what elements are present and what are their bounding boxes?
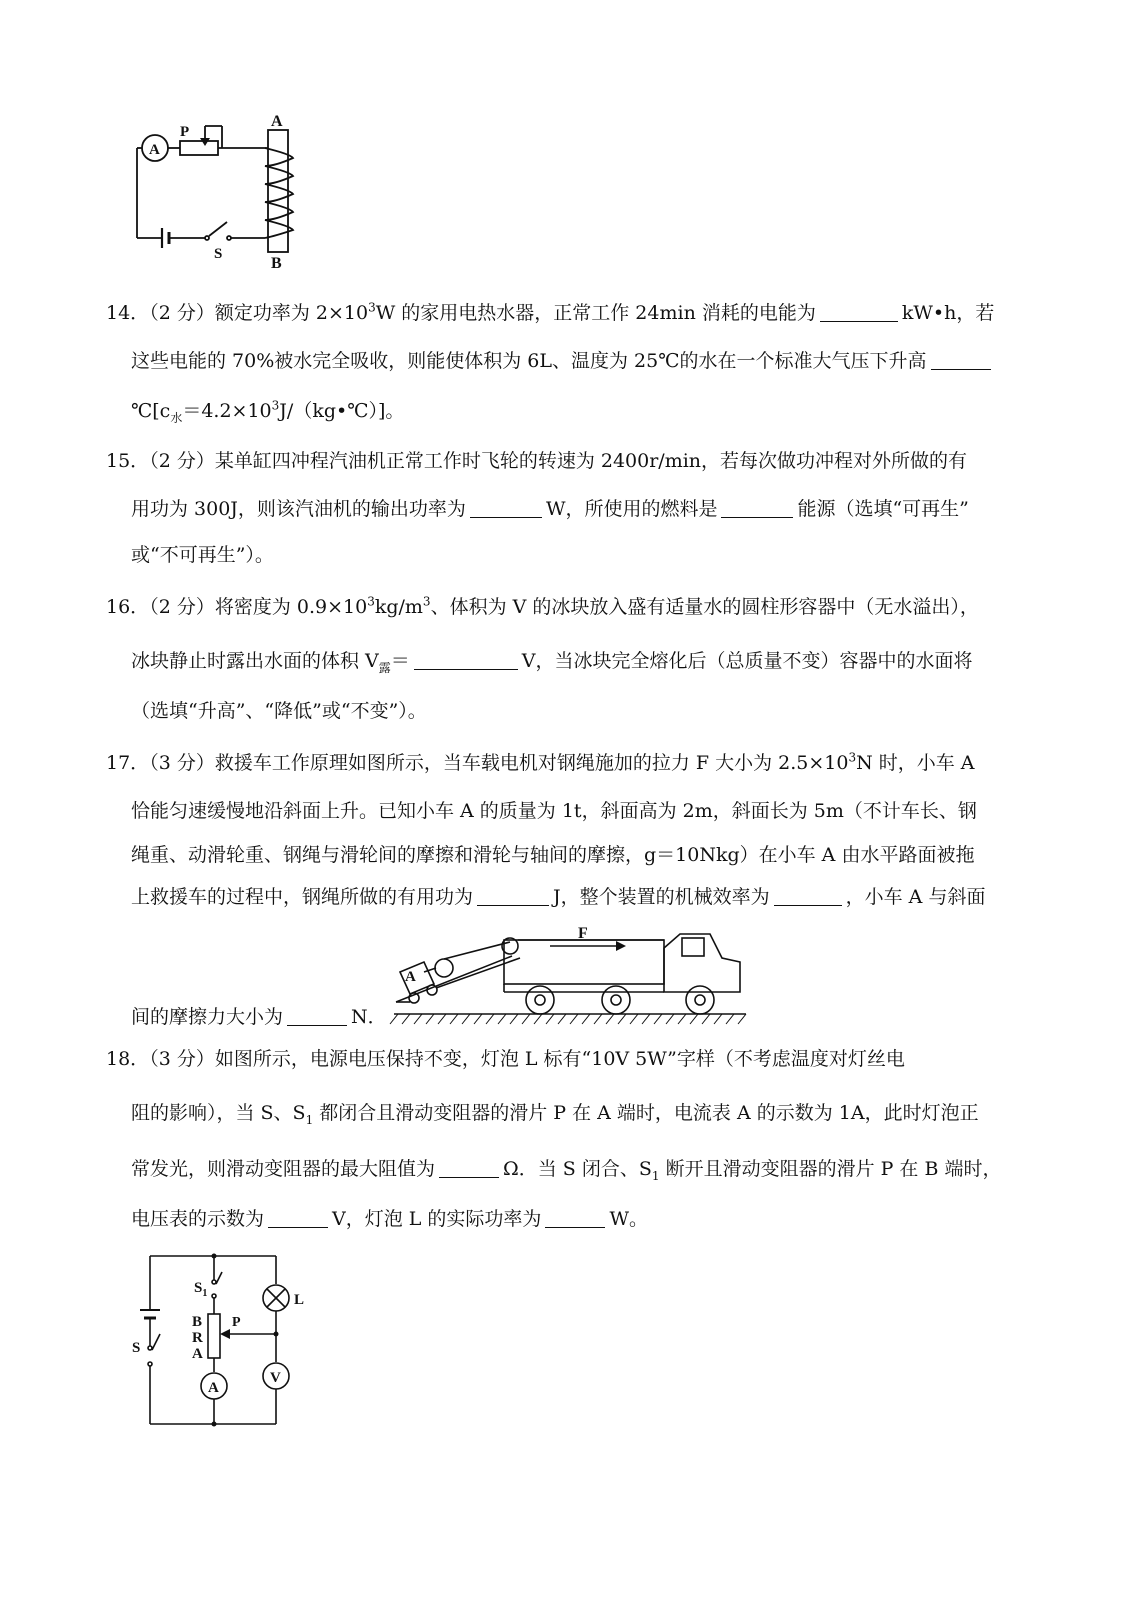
rheostat-symbol xyxy=(180,141,218,155)
q17-answer-blank-1[interactable] xyxy=(477,887,549,906)
rheostat-r xyxy=(208,1314,220,1358)
switch-s-label: S xyxy=(132,1340,141,1356)
lamp-label: L xyxy=(294,1292,305,1308)
q17-line-4: 上救援车的过程中，钢绳所做的有用功为 J，整个装置的机械效率为 ，小车 A 与斜面 xyxy=(131,886,986,908)
switch-label: S xyxy=(214,246,223,262)
q16-line-3: （选填“升高”、“降低”或“不变”）。 xyxy=(131,700,427,722)
rheostat-end-b-label: B xyxy=(192,1314,203,1330)
pulley xyxy=(435,959,453,977)
q15-answer-blank-1[interactable] xyxy=(470,499,542,518)
q18-answer-blank-2[interactable] xyxy=(268,1209,328,1228)
car-label: A xyxy=(405,969,416,985)
q16-line-2: 冰块静止时露出水面的体积 $V_露= V$，当冰块完全熔化后（总质量不变）容器中的水面将 xyxy=(131,650,973,675)
ammeter-label-2: A xyxy=(208,1380,219,1396)
rheostat-r-label: R xyxy=(192,1330,203,1346)
q15-line-1: 15．（2 分）某单缸四冲程汽油机正常工作时飞轮的转速为 2400r/min，若每次做功冲程对外所做的有 xyxy=(106,450,968,472)
truck-cab xyxy=(664,934,740,992)
voltmeter-label: V xyxy=(270,1370,281,1386)
q17-line-2: 恰能匀速缓慢地沿斜面上升。已知小车 A 的质量为 1t，斜面高为 2m，斜面长为 5m（不计车长、钢 xyxy=(131,800,977,822)
solenoid-top-label: A xyxy=(271,113,283,130)
q14-line-3: $℃[c_水=4.2\times 10^3J/(kg•℃)]$。 xyxy=(131,398,405,425)
q17-line-5: 间的摩擦力大小为 N． xyxy=(131,1006,387,1028)
q17-line-3: 绳重、动滑轮重、钢绳与滑轮间的摩擦和滑轮与轴间的摩擦，g＝10Nkg）在小车 A 由水平路面被拖 xyxy=(131,844,975,866)
q15-line-3: 或“不可再生”）。 xyxy=(131,544,274,566)
q15-line-2: 用功为 300J，则该汽油机的输出功率为 W，所使用的燃料是 能源（选填“可再生” xyxy=(131,498,969,520)
q16-answer-blank-1[interactable] xyxy=(414,651,518,670)
lamp-rheostat-circuit-figure xyxy=(128,1246,328,1446)
q18-answer-blank-1[interactable] xyxy=(439,1159,499,1178)
q14-answer-blank-1[interactable] xyxy=(820,303,898,322)
slider-p-label: P xyxy=(232,1315,241,1330)
ammeter-label: A xyxy=(149,142,160,158)
force-label: F xyxy=(578,925,588,942)
q18-line-4: 电压表的示数为 V，灯泡 L 的实际功率为 W。 xyxy=(131,1208,648,1230)
q14-line-1: 14．（2 分）额定功率为 $2\times 10^3W$ 的家用电热水器，正常工作 24min 消耗的电能为 kW•h，若 xyxy=(106,300,995,324)
q16-line-1: 16．（2 分）将密度为 $0.9\times 10^3kg/m^3$、体积为 V 的冰块放入盛有适量水的圆柱形容器中（无水溢出）， xyxy=(106,594,979,618)
solenoid-bottom-label: B xyxy=(271,255,282,272)
q15-answer-blank-2[interactable] xyxy=(721,499,793,518)
q18-line-1: 18．（3 分）如图所示，电源电压保持不变，灯泡 L 标有“10V 5W”字样（不考虑温度对灯丝电 xyxy=(106,1048,905,1070)
tow-truck-figure xyxy=(380,918,760,1028)
q17-answer-blank-2[interactable] xyxy=(774,887,842,906)
q17-line-1: 17．（3 分）救援车工作原理如图所示，当车载电机对钢绳施加的拉力 F 大小为 $2.5\times 10^3N$ 时，小车 A xyxy=(106,750,975,774)
q18-line-3: 常发光，则滑动变阻器的最大阻值为 Ω．当 S 闭合、$S_1$ 断开且滑动变阻器的滑片 P 在 B 端时， xyxy=(131,1158,1002,1183)
slider-label: P xyxy=(180,124,190,140)
q17-answer-blank-3[interactable] xyxy=(287,1007,347,1026)
switch-s1-label: $S_1$ xyxy=(194,1280,208,1299)
q14-line-2: 这些电能的 70%被水完全吸收，则能使体积为 6L、温度为 25℃的水在一个标准大气压下升高 xyxy=(131,348,995,374)
solenoid-core xyxy=(268,130,288,252)
rheostat-end-a-label: A xyxy=(192,1346,203,1362)
solenoid-circuit-figure xyxy=(125,108,325,278)
q18-line-2: 阻的影响），当 S、$S_1$ 都闭合且滑动变阻器的滑片 P 在 A 端时，电流表 A 的示数为 1A，此时灯泡正 xyxy=(131,1102,979,1127)
q14-answer-blank-2[interactable] xyxy=(931,351,991,370)
q18-answer-blank-3[interactable] xyxy=(545,1209,605,1228)
